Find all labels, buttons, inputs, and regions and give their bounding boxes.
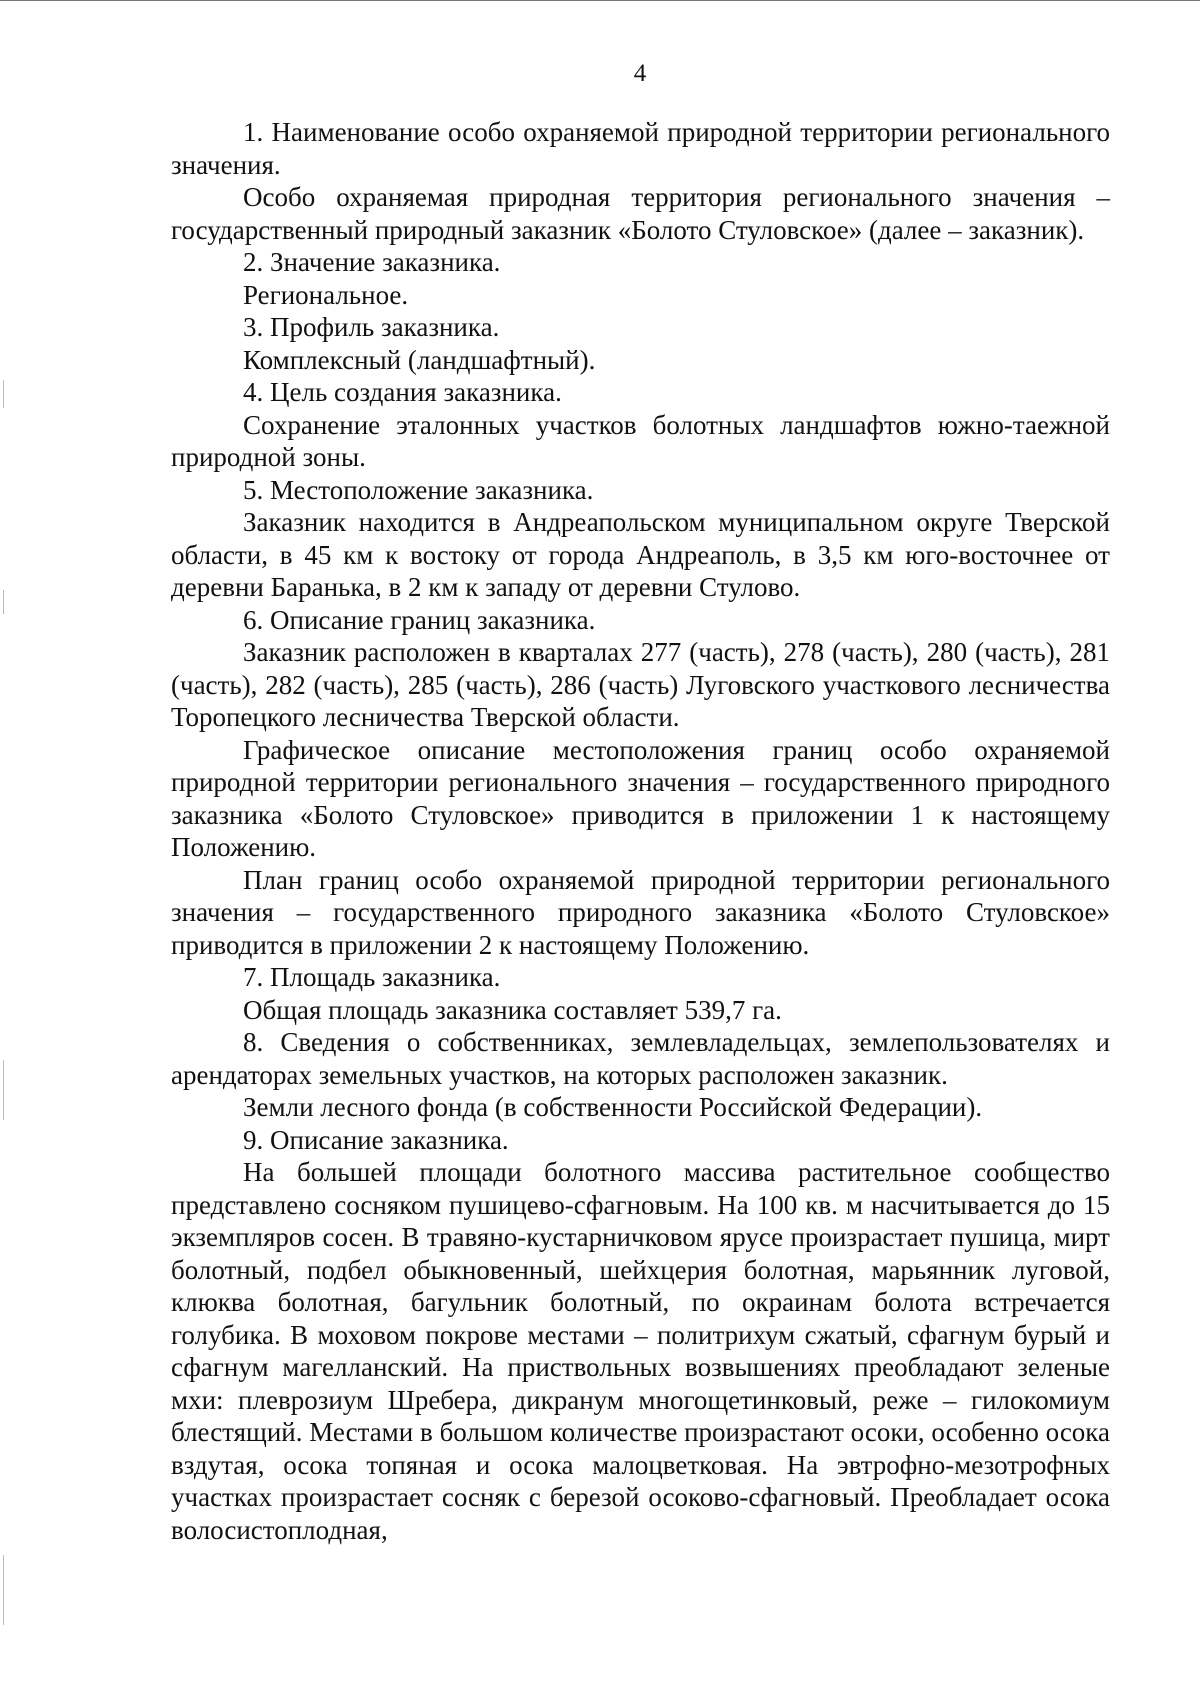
scan-top-border xyxy=(0,0,1200,1)
scan-edge-mark xyxy=(3,1060,4,1120)
paragraph: На большей площади болотного массива растительное сообщество представлено сосняком пушицево-сфагновым. На 100 кв. м насчитывается до 15 экземпляров сосен. В травяно-кустарничковом ярусе произрастает пушица, мирт болотный, подбел обыкновенный, шейхцерия болотная, марьянник луговой, клюква болотная, багульник болотный, по окраинам болота встречается голубика. В моховом покрове местами – политрихум сжатый, сфагнум бурый и сфагнум магелланский. На приствольных возвышениях преобладают зеленые мхи: плеврозиум Шребера, дикранум многощетинковый, реже – гилокомиум блестящий. Местами в большом количестве произрастают осоки, особенно осока вздутая, осока топяная и осока малоцветковая. На эвтрофно-мезотрофных участках произрастает сосняк с березой осоково-сфагновый. Преобладает осока волосистоплодная, xyxy=(171,1157,1110,1545)
heading-9: 9. Описание заказника. xyxy=(243,1124,509,1155)
paragraph: Заказник находится в Андреапольском муниципальном округе Тверской области, в 45 км к востоку от города Андреаполь, в 3,5 км юго-восточнее от деревни Баранька, в 2 км к западу от деревни Стулово. xyxy=(171,507,1110,602)
scan-edge-mark xyxy=(3,380,4,408)
heading-8: 8. Сведения о собственниках, землевладельцах, землепользователях и арендаторах земельных участков, на которых расположен заказник. xyxy=(171,1027,1110,1090)
heading-7: 7. Площадь заказника. xyxy=(243,962,501,992)
heading-5: 5. Местоположение заказника. xyxy=(243,474,594,505)
heading-3: 3. Профиль заказника. xyxy=(243,312,500,342)
scan-edge-mark xyxy=(3,590,4,614)
heading-2: 2. Значение заказника. xyxy=(243,247,501,277)
paragraph: Особо охраняемая природная территория регионального значения – государственный природный заказник «Болото Стуловское» (далее – заказник). xyxy=(171,182,1110,245)
page-number: 4 xyxy=(633,60,647,87)
paragraph: Региональное. xyxy=(243,279,409,310)
scan-edge-mark xyxy=(3,1555,4,1625)
paragraph: Графическое описание местоположения границ особо охраняемой природной территории регионального значения – государственного природного заказника «Болото Стуловское» приводится в приложении 1 к настоящему Положению. xyxy=(171,734,1110,862)
heading-6: 6. Описание границ заказника. xyxy=(243,604,596,635)
document-body xyxy=(171,116,1110,1546)
paragraph: Общая площадь заказника составляет 539,7 га. xyxy=(243,994,782,1025)
paragraph: План границ особо охраняемой природной территории регионального значения – государственного природного заказника «Болото Стуловское» приводится в приложении 2 к настоящему Положению. xyxy=(171,864,1110,960)
paragraph: Сохранение эталонных участков болотных ландшафтов южно-таежной природной зоны. xyxy=(171,409,1110,472)
heading-4: 4. Цель создания заказника. xyxy=(243,377,562,407)
paragraph: Земли лесного фонда (в собственности Российской Федерации). xyxy=(243,1092,983,1122)
paragraph: Заказник расположен в кварталах 277 (часть), 278 (часть), 280 (часть), 281 (часть), 282 (часть), 285 (часть), 286 (часть) Луговского участкового лесничества Торопецкого лесничества Тверской области. xyxy=(171,637,1110,732)
paragraph: Комплексный (ландшафтный). xyxy=(243,344,596,375)
heading-1: 1. Наименование особо охраняемой природной территории регионального значения. xyxy=(171,117,1110,180)
